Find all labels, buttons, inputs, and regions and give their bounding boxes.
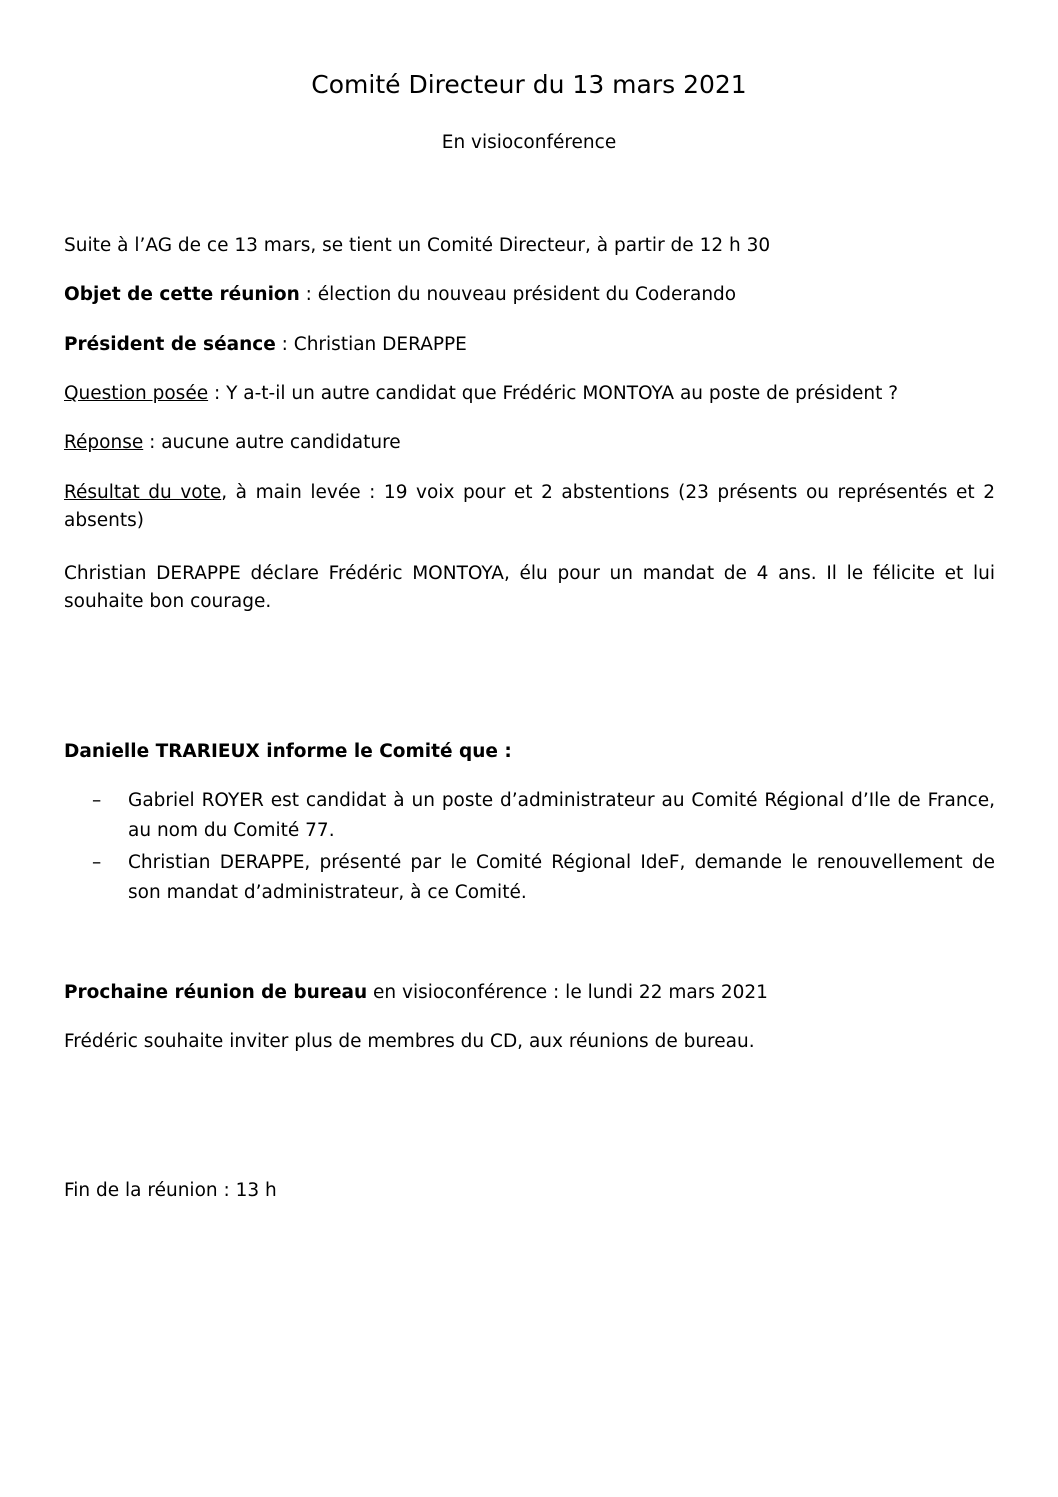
president-paragraph xyxy=(64,331,995,359)
resultat-label: Résultat du vote xyxy=(64,482,222,503)
list-item xyxy=(64,848,995,908)
question-paragraph xyxy=(64,380,995,408)
list-item-text: Christian DERAPPE, présenté par le Comité Régional IdeF, demande le renouvellement de son mandat d’administrateur, à ce Comité. xyxy=(128,852,995,903)
question-text: : Y a-t-il un autre candidat que Frédéric MONTOYA au poste de président ? xyxy=(208,383,899,404)
resultat-text: , à main levée : 19 voix pour et 2 abstentions (23 présents ou représentés et 2 absents) xyxy=(64,482,995,531)
prochaine-text: en visioconférence : le lundi 22 mars 2021 xyxy=(367,982,768,1003)
document-title: Comité Directeur du 13 mars 2021 xyxy=(311,70,747,99)
president-text: : Christian DERAPPE xyxy=(275,334,467,355)
souhait-paragraph: Frédéric souhaite inviter plus de membres du CD, aux réunions de bureau. xyxy=(64,1031,755,1052)
document-subtitle: En visioconférence xyxy=(441,132,617,153)
list-item xyxy=(64,786,995,846)
fin-paragraph: Fin de la réunion : 13 h xyxy=(64,1180,277,1201)
objet-paragraph xyxy=(64,281,995,309)
dash-bullet: – xyxy=(92,852,102,873)
reponse-paragraph xyxy=(64,429,995,457)
president-label: Président de séance xyxy=(64,334,276,355)
dash-bullet: – xyxy=(92,790,102,811)
reponse-label: Réponse xyxy=(64,432,144,453)
question-label: Question posée xyxy=(64,383,209,404)
info-list xyxy=(64,786,995,910)
intro-paragraph: Suite à l’AG de ce 13 mars, se tient un Comité Directeur, à partir de 12 h 30 xyxy=(64,235,771,256)
list-item-text: Gabriel ROYER est candidat à un poste d’administrateur au Comité Régional d’Ile de France, au nom du Comité 77. xyxy=(128,790,995,841)
objet-label: Objet de cette réunion xyxy=(64,284,300,305)
reponse-text: : aucune autre candidature xyxy=(143,432,401,453)
objet-text: : élection du nouveau président du Coderando xyxy=(299,284,737,305)
info-heading: Danielle TRARIEUX informe le Comité que : xyxy=(64,741,512,762)
resultat-paragraph xyxy=(64,479,995,535)
prochaine-paragraph xyxy=(64,979,995,1007)
declaration-paragraph: Christian DERAPPE déclare Frédéric MONTOYA, élu pour un mandat de 4 ans. Il le félicite et lui souhaite bon courage. xyxy=(64,563,995,612)
prochaine-label: Prochaine réunion de bureau xyxy=(64,982,368,1003)
